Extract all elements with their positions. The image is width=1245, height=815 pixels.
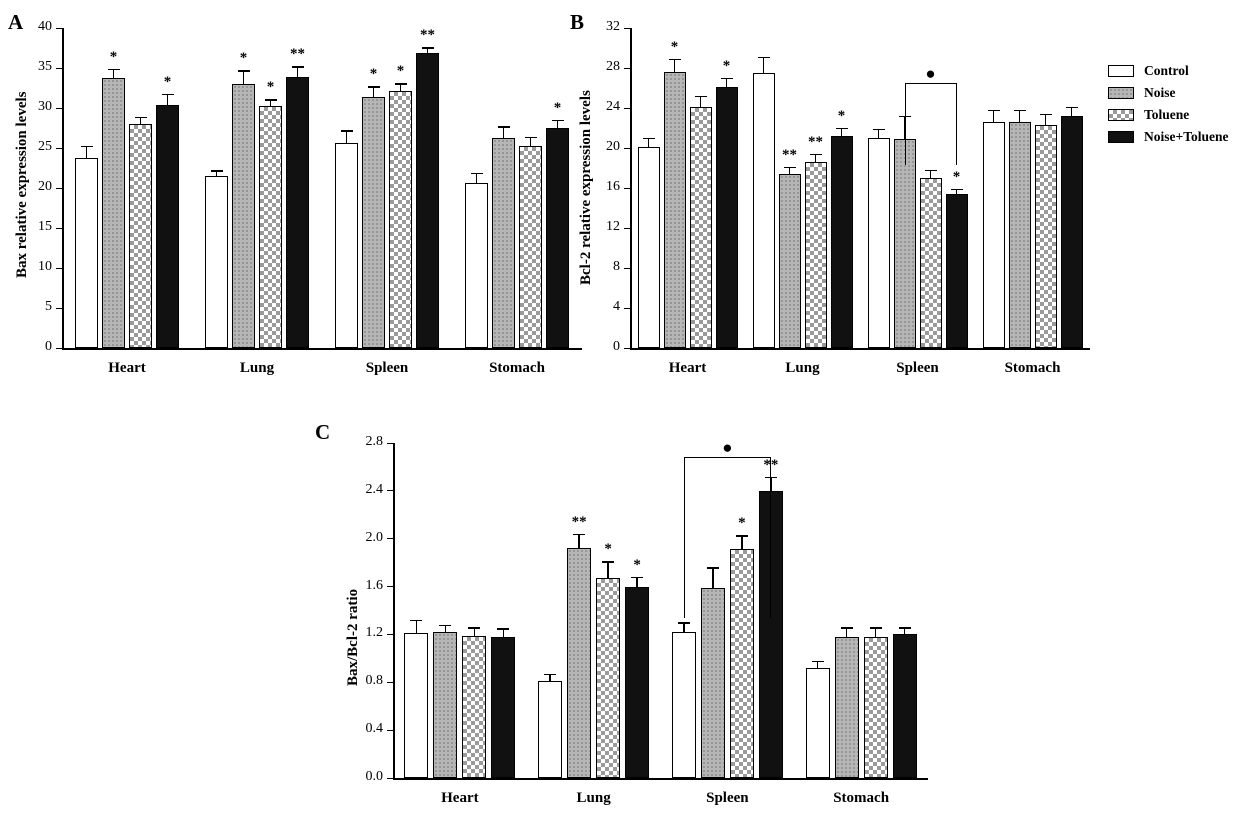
bar-lung-noise-toluene (831, 136, 853, 348)
panel-b-y-axis-title: Bcl-2 relative expression levels (578, 90, 594, 285)
y-axis-tick (56, 28, 62, 29)
bar-lung-control (205, 176, 228, 348)
x-axis-line (62, 348, 582, 350)
legend-item-control (1108, 60, 1228, 82)
y-axis-tick-label: 16 (606, 179, 620, 194)
error-bar (700, 96, 701, 107)
bar-lung-noise (567, 548, 591, 778)
legend-label-control: Control (1144, 63, 1189, 78)
y-axis-tick (387, 490, 393, 491)
bar-heart-control (404, 633, 428, 778)
significance-marker: * (239, 50, 248, 67)
bar-spleen-control (335, 143, 358, 348)
error-bar-cap (758, 57, 770, 58)
bar-spleen-noise (362, 97, 385, 348)
error-bar-cap (573, 534, 585, 535)
error-bar-cap (631, 577, 643, 578)
error-bar-cap (108, 69, 120, 70)
significance-marker: ** (571, 513, 587, 530)
y-axis-tick-label: 40 (38, 19, 52, 34)
y-axis-tick (624, 148, 630, 149)
y-axis-tick (387, 682, 393, 683)
error-bar (875, 627, 876, 637)
y-axis-tick (624, 68, 630, 69)
significance-marker: * (738, 515, 746, 532)
bar-stomach-toluene (864, 637, 888, 778)
bracket-significance-marker: ● (925, 64, 936, 83)
error-bar-cap (410, 620, 422, 621)
y-axis-tick (387, 586, 393, 587)
panel-c-letter: C (315, 420, 331, 444)
significance-marker: * (633, 557, 641, 573)
significance-marker: ** (808, 134, 823, 150)
error-bar (373, 86, 374, 96)
y-axis-tick-label: 10 (38, 259, 52, 274)
bar-lung-noise (232, 84, 255, 348)
error-bar-cap (525, 137, 537, 138)
error-bar-cap (135, 117, 147, 118)
bar-spleen-noise-toluene (946, 194, 968, 348)
y-axis-tick (387, 730, 393, 731)
error-bar-cap (784, 167, 796, 168)
error-bar-cap (836, 128, 848, 129)
error-bar-cap (643, 138, 655, 139)
y-axis-tick-label: 28 (606, 59, 620, 74)
panel-a-bax-chart (8, 10, 562, 376)
y-axis-tick-label: 12 (606, 219, 620, 234)
error-bar-cap (265, 99, 277, 100)
y-axis-tick-label: 15 (38, 219, 52, 234)
error-bar-cap (471, 173, 483, 174)
error-bar-cap (721, 78, 733, 79)
error-bar (607, 561, 608, 578)
error-bar (86, 146, 87, 158)
error-bar-cap (870, 627, 882, 628)
error-bar-cap (951, 189, 963, 190)
error-bar-cap (1040, 114, 1052, 115)
bar-lung-control (538, 681, 562, 778)
comparison-bracket (905, 83, 957, 165)
panel-a-plot-area (38, 19, 582, 376)
legend-item-nt (1108, 126, 1228, 148)
legend-swatch-nt (1108, 131, 1134, 143)
bar-stomach-control (806, 668, 830, 778)
bar-stomach-control (465, 183, 488, 348)
panel-a-y-axis-title: Bax relative expression levels (14, 91, 30, 279)
y-axis-tick (387, 443, 393, 444)
y-axis-tick-label: 0.8 (365, 673, 383, 689)
panel-c-plot-area (365, 434, 928, 806)
y-axis-tick (56, 308, 62, 309)
bar-spleen-noise-toluene (416, 53, 439, 348)
y-axis-tick (56, 348, 62, 349)
error-bar-cap (1014, 110, 1026, 111)
bar-stomach-noise (492, 138, 515, 348)
x-axis-group-label-heart: Heart (108, 360, 146, 376)
x-axis-group-label-lung: Lung (239, 360, 275, 376)
y-axis-tick-label: 0.0 (365, 769, 383, 784)
error-bar-cap (678, 622, 690, 623)
error-bar (993, 110, 994, 122)
comparison-bracket (684, 457, 771, 618)
significance-marker: * (670, 39, 679, 55)
bracket-significance-marker: ● (722, 438, 733, 458)
significance-marker: * (553, 100, 562, 116)
y-axis-tick (56, 268, 62, 269)
y-axis-tick-label: 32 (606, 19, 620, 34)
bar-lung-toluene (805, 162, 827, 348)
significance-marker: * (952, 169, 961, 185)
error-bar-cap (439, 625, 451, 626)
x-axis-group-label-stomach: Stomach (1004, 360, 1061, 376)
y-axis-tick-label: 20 (606, 139, 620, 154)
legend-swatch-noise (1108, 87, 1134, 99)
error-bar-cap (988, 110, 1000, 111)
legend-swatch-control (1108, 65, 1134, 77)
bar-heart-noise (664, 72, 686, 348)
error-bar-cap (1066, 107, 1078, 108)
y-axis-tick (387, 778, 393, 779)
error-bar-cap (468, 627, 480, 628)
bar-lung-toluene (259, 106, 282, 348)
y-axis-tick-label: 24 (606, 99, 620, 114)
bar-heart-noise (433, 632, 457, 778)
legend-item-toluene (1108, 104, 1228, 126)
error-bar (1045, 114, 1046, 125)
error-bar-cap (162, 94, 174, 95)
y-axis-tick (624, 108, 630, 109)
panel-c-ratio-chart (315, 420, 890, 806)
bar-spleen-control (672, 632, 696, 778)
bar-lung-toluene (596, 578, 620, 778)
y-axis-tick-label: 1.2 (365, 625, 383, 641)
bar-heart-toluene (690, 107, 712, 348)
error-bar-cap (211, 170, 223, 171)
significance-marker: ** (763, 456, 779, 473)
bar-stomach-noise (1009, 122, 1031, 348)
bar-heart-toluene (462, 636, 486, 778)
x-axis-group-label-heart: Heart (441, 790, 479, 806)
error-bar-cap (238, 70, 250, 71)
legend-label-noise: Noise (1144, 85, 1176, 100)
x-axis-line (630, 348, 1090, 350)
error-bar (416, 620, 417, 633)
bar-heart-noise-toluene (491, 637, 515, 778)
y-axis-tick (56, 188, 62, 189)
error-bar-cap (925, 170, 937, 171)
y-axis-tick-label: 8 (613, 259, 620, 274)
error-bar-cap (292, 66, 304, 67)
error-bar (674, 59, 675, 72)
significance-marker: * (604, 541, 612, 558)
bar-lung-noise (779, 174, 801, 348)
y-axis-tick (624, 268, 630, 269)
panel-c-y-axis-title: Bax/Bcl-2 ratio (345, 588, 361, 687)
error-bar (1019, 110, 1020, 122)
error-bar-cap (841, 627, 853, 628)
error-bar-cap (552, 120, 564, 121)
y-axis-tick (56, 68, 62, 69)
bar-lung-noise-toluene (286, 77, 309, 348)
error-bar (578, 534, 579, 548)
bar-stomach-noise (835, 637, 859, 778)
y-axis-tick (387, 538, 393, 539)
y-axis-tick (56, 108, 62, 109)
bar-heart-noise (102, 78, 125, 348)
bar-heart-noise-toluene (716, 87, 738, 348)
significance-marker: * (266, 79, 275, 96)
y-axis-tick (56, 148, 62, 149)
significance-marker: ** (420, 27, 435, 44)
error-bar (476, 173, 477, 183)
significance-marker: * (163, 73, 172, 90)
error-bar (683, 622, 684, 632)
legend-swatch-toluene (1108, 109, 1134, 121)
panel-b-letter: B (570, 10, 585, 34)
error-bar-cap (695, 96, 707, 97)
error-bar (763, 57, 764, 73)
y-axis-tick-label: 1.6 (365, 577, 383, 593)
x-axis-line (393, 778, 928, 780)
bar-lung-noise-toluene (625, 587, 649, 778)
error-bar (167, 94, 168, 105)
y-axis-tick (624, 348, 630, 349)
error-bar-cap (812, 661, 824, 662)
y-axis-tick (624, 28, 630, 29)
x-axis-group-label-spleen: Spleen (365, 360, 409, 376)
error-bar (346, 130, 347, 143)
legend-label-toluene: Toluene (1144, 107, 1190, 122)
y-axis-tick-label: 30 (38, 99, 52, 114)
y-axis-tick-label: 35 (38, 59, 52, 74)
error-bar-cap (810, 154, 822, 155)
bar-stomach-noise-toluene (1061, 116, 1083, 348)
y-axis-tick-label: 0 (45, 339, 52, 354)
bar-stomach-toluene (519, 146, 542, 348)
x-axis-group-label-stomach: Stomach (489, 360, 545, 376)
y-axis-tick-label: 20 (38, 179, 52, 194)
x-axis-group-label-stomach: Stomach (833, 790, 890, 806)
error-bar-cap (497, 628, 509, 629)
error-bar-cap (602, 561, 614, 562)
x-axis-group-label-heart: Heart (668, 360, 707, 376)
error-bar (636, 577, 637, 587)
y-axis-tick-label: 0 (613, 339, 620, 354)
x-axis-group-label-spleen: Spleen (706, 790, 749, 806)
x-axis-group-label-spleen: Spleen (896, 360, 939, 376)
error-bar (243, 70, 244, 84)
error-bar (297, 66, 298, 76)
error-bar-cap (899, 627, 911, 628)
y-axis-tick-label: 25 (38, 139, 52, 154)
error-bar-cap (395, 83, 407, 84)
y-axis-tick-label: 2.8 (365, 434, 383, 449)
significance-marker: * (837, 108, 846, 124)
y-axis-tick-label: 4 (613, 299, 620, 314)
significance-marker: * (109, 48, 118, 65)
x-axis-group-label-lung: Lung (576, 790, 611, 806)
y-axis-line (630, 28, 632, 348)
bar-lung-control (753, 73, 775, 348)
error-bar (503, 126, 504, 137)
legend-label-nt: Noise+Toluene (1144, 129, 1229, 144)
panel-b-bcl2-chart (570, 10, 1061, 376)
error-bar-cap (368, 86, 380, 87)
error-bar (113, 69, 114, 79)
bar-spleen-control (868, 138, 890, 348)
bar-heart-noise-toluene (156, 105, 179, 348)
bar-stomach-control (983, 122, 1005, 348)
bar-heart-control (75, 158, 98, 348)
error-bar-cap (498, 126, 510, 127)
error-bar-cap (873, 129, 885, 130)
significance-marker: * (396, 63, 405, 80)
bar-spleen-toluene (920, 178, 942, 348)
bar-heart-toluene (129, 124, 152, 348)
significance-marker: ** (290, 46, 305, 63)
panel-a-letter: A (8, 10, 24, 34)
bar-stomach-noise-toluene (893, 634, 917, 778)
y-axis-tick (624, 308, 630, 309)
significance-marker: * (722, 58, 731, 74)
y-axis-tick (624, 228, 630, 229)
significance-marker: * (369, 66, 378, 83)
y-axis-tick-label: 2.4 (365, 481, 383, 497)
y-axis-tick-label: 0.4 (365, 721, 383, 737)
bar-spleen-toluene (389, 91, 412, 348)
chart-legend (1108, 60, 1228, 148)
y-axis-tick-label: 2.0 (365, 529, 383, 545)
error-bar-cap (544, 674, 556, 675)
error-bar-cap (669, 59, 681, 60)
y-axis-line (62, 28, 64, 348)
error-bar-cap (422, 47, 434, 48)
bar-stomach-toluene (1035, 125, 1057, 348)
bar-spleen-noise (894, 139, 916, 348)
error-bar-cap (81, 146, 93, 147)
error-bar (846, 627, 847, 637)
y-axis-tick-label: 5 (45, 299, 52, 314)
x-axis-group-label-lung: Lung (785, 360, 820, 376)
y-axis-tick (387, 634, 393, 635)
y-axis-tick (624, 188, 630, 189)
legend-item-noise (1108, 82, 1228, 104)
y-axis-line (393, 443, 395, 778)
panel-b-plot-area (606, 19, 1090, 376)
bar-heart-control (638, 147, 660, 348)
significance-marker: ** (782, 147, 797, 163)
error-bar-cap (341, 130, 353, 131)
y-axis-tick (56, 228, 62, 229)
bar-stomach-noise-toluene (546, 128, 569, 348)
